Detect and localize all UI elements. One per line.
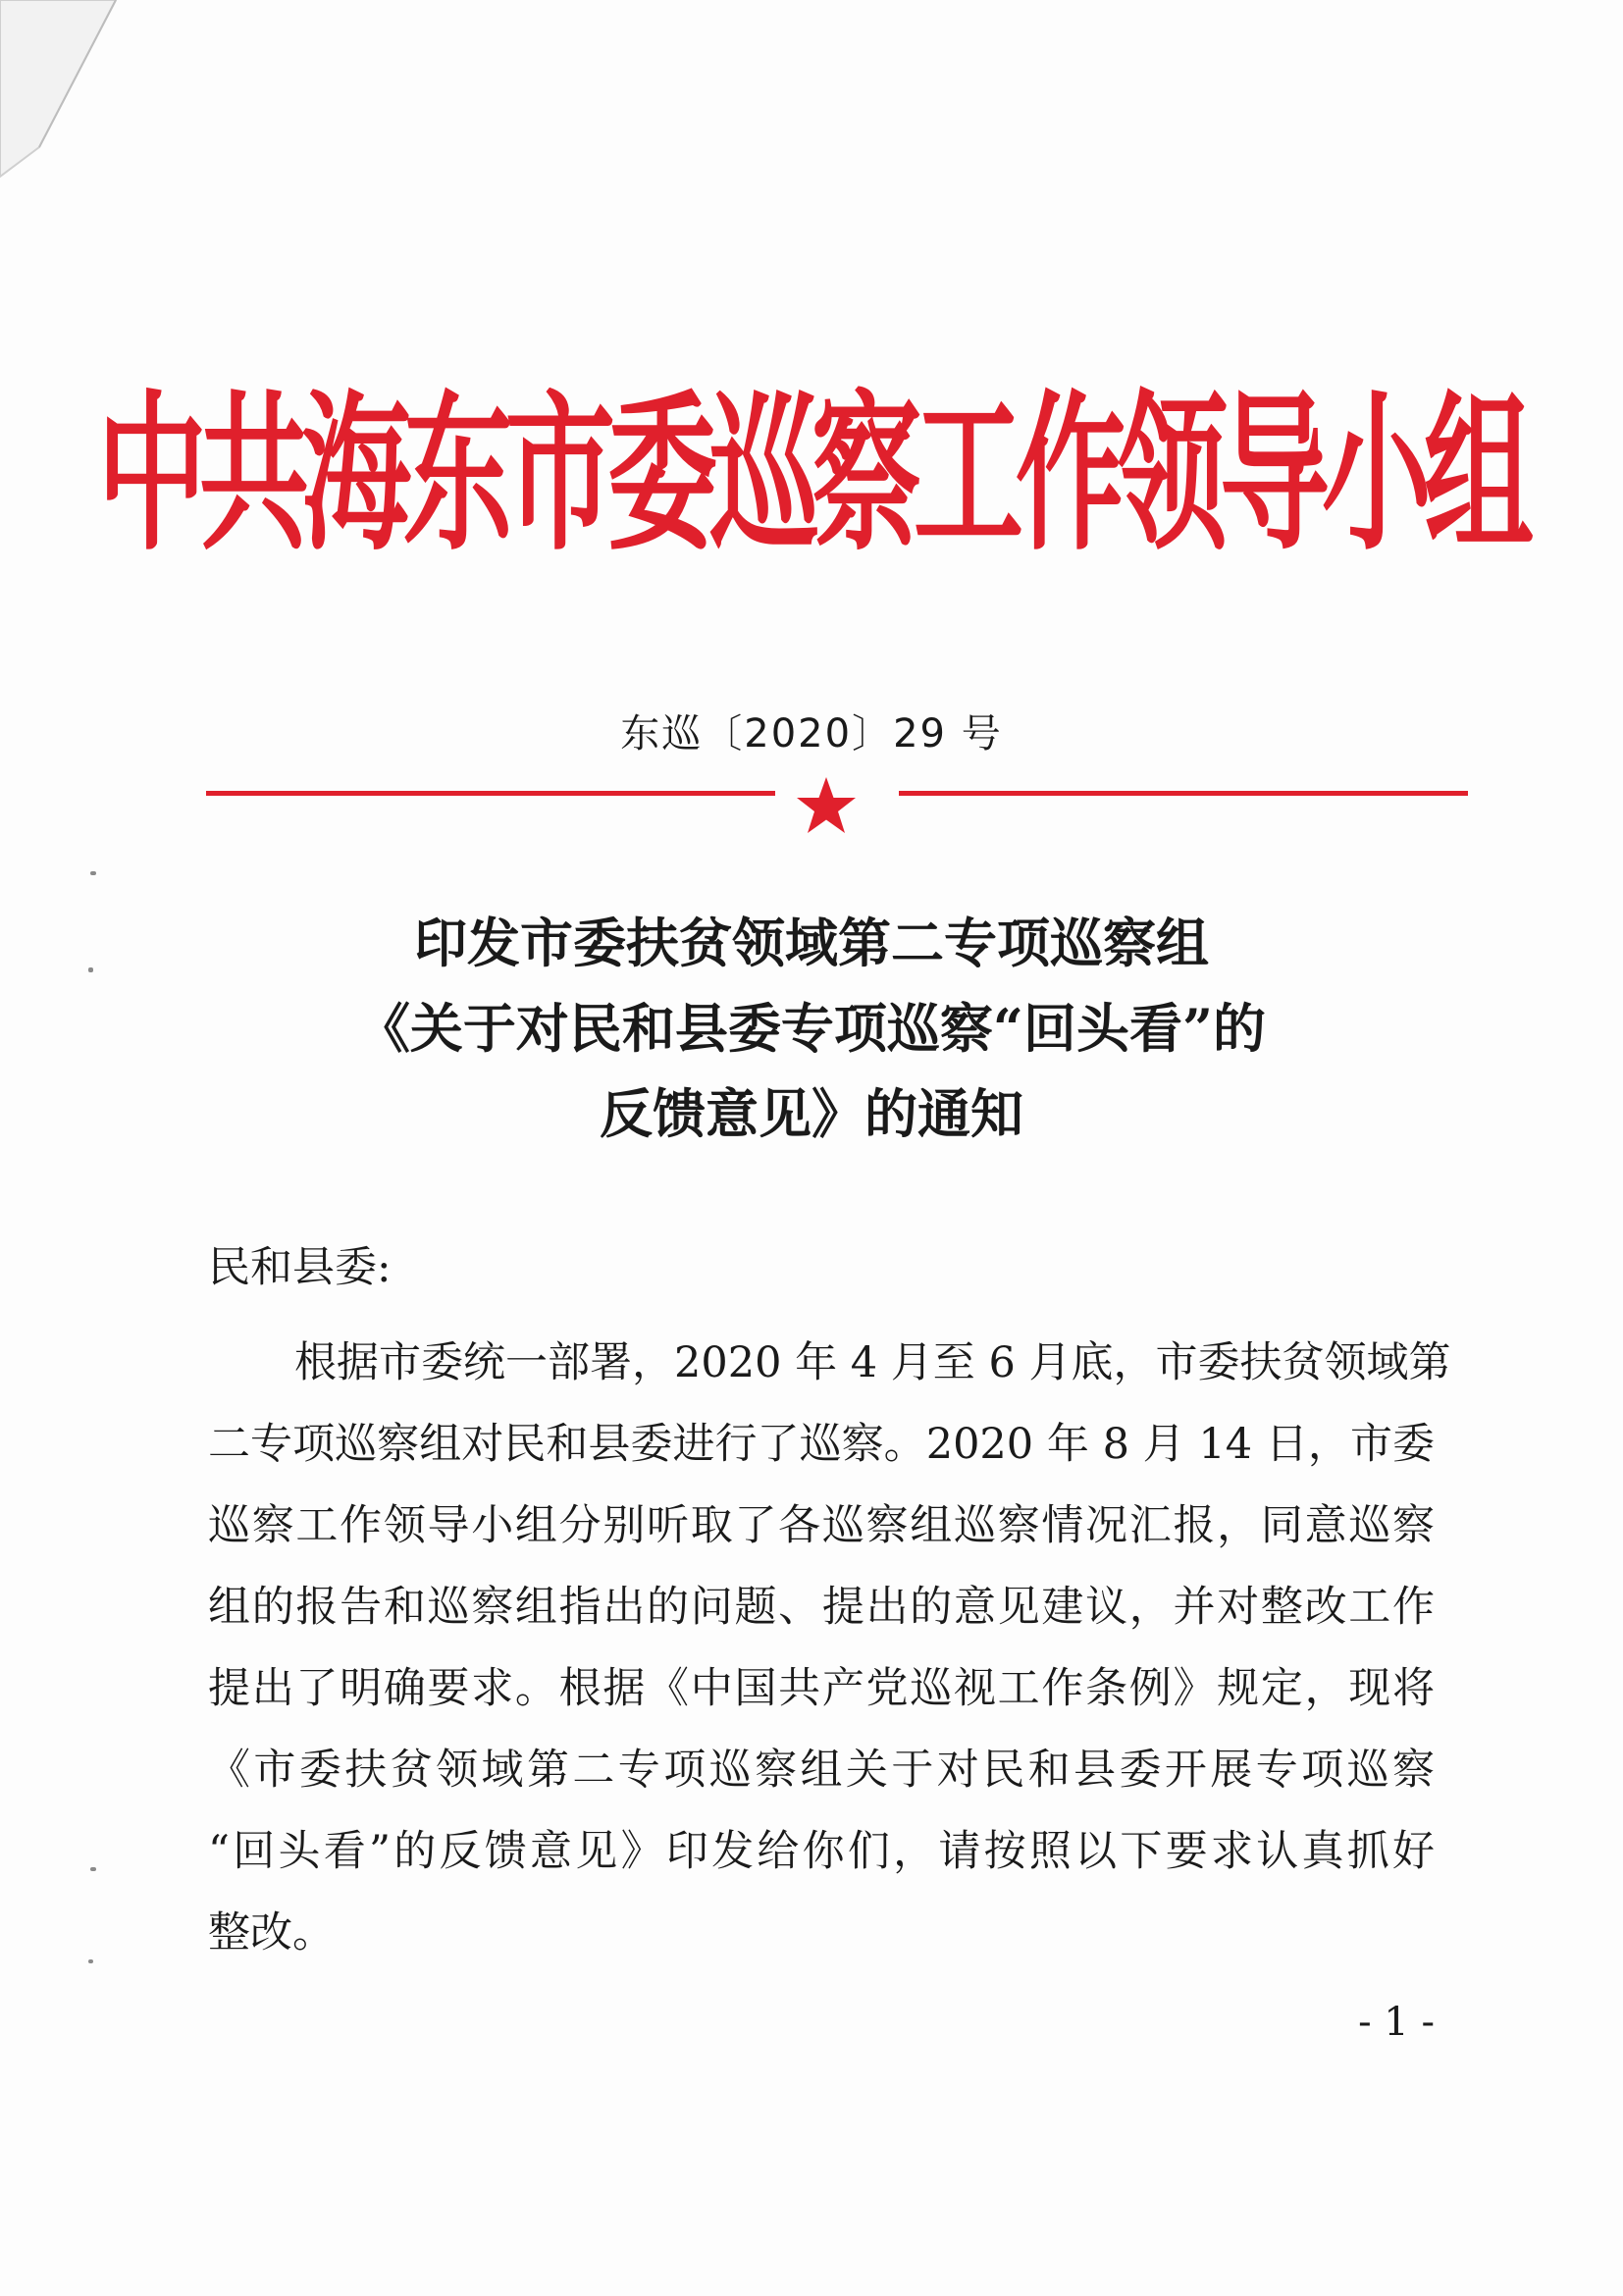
body-line: 组的报告和巡察组指出的问题、提出的意见建议，并对整改工作 [208, 1583, 1435, 1632]
divider-rule-right [899, 791, 1468, 796]
document-number: 东巡〔2020〕29 号 [620, 711, 1003, 757]
masthead-title: 中共海东市委巡察工作领导小组 [97, 375, 1526, 575]
body-line: 二专项巡察组对民和县委进行了巡察。2020 年 8 月 14 日，市委 [208, 1420, 1435, 1469]
title-line: 印发市委扶贫领域第二专项巡察组 [414, 912, 1209, 974]
document-title [0, 901, 1623, 1157]
body-line: 巡察工作领导小组分别听取了各巡察组巡察情况汇报，同意巡察 [208, 1501, 1435, 1550]
scan-speck [90, 871, 96, 875]
title-line: 《关于对民和县委专项巡察“回头看”的 [356, 997, 1267, 1060]
page-number: - 1 - [1358, 2000, 1435, 2045]
scan-speck [90, 1867, 96, 1871]
scan-speck [88, 1959, 93, 1963]
red-divider [206, 775, 1468, 834]
body-line: 整改。 [208, 1908, 335, 1957]
scan-speck [88, 967, 93, 972]
body-paragraph [208, 1323, 1451, 1974]
title-line: 反馈意见》的通知 [600, 1082, 1023, 1145]
page-fold-mark [0, 0, 157, 186]
body-line: 根据市委统一部署，2020 年 4 月至 6 月底，市委扶贫领域第 [294, 1338, 1451, 1387]
divider-rule-left [206, 791, 775, 796]
body-line: 提出了明确要求。根据《中国共产党巡视工作条例》规定，现将 [208, 1664, 1435, 1713]
body-line: 《市委扶贫领域第二专项巡察组关于对民和县委开展专项巡察 [208, 1746, 1435, 1795]
star-icon [795, 775, 858, 836]
salutation: 民和县委: [208, 1243, 392, 1292]
body-line: “回头看”的反馈意见》印发给你们，请按照以下要求认真抓好 [208, 1827, 1435, 1876]
